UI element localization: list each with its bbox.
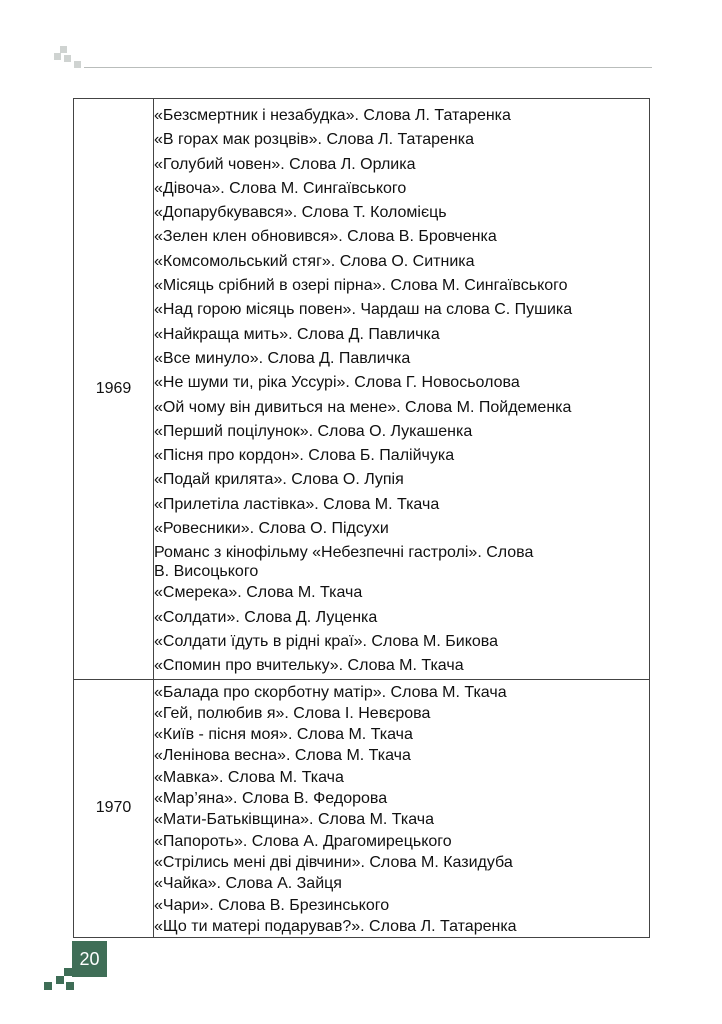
song-entry: «Що ти матері подарував?». Слова Л. Татаренка [154,917,517,935]
song-entry: «Папороть». Слова А. Драгомирецького [154,832,452,850]
song-entry: «Не шуми ти, ріка Уссурі». Слова Г. Новосьолова [154,374,520,392]
song-entry: «Прилетіла ластівка». Слова М. Ткача [154,495,440,513]
song-entry: «Місяць срібний в озері пірна». Слова М. Сингаївського [154,277,568,295]
song-entry: «Голубий човен». Слова Л. Орлика [154,155,416,173]
song-entry: «Мати-Батьківщина». Слова М. Ткача [154,811,434,829]
song-entry: «Зелен клен обновився». Слова В. Бровченка [154,228,497,246]
song-entry: «Перший поцілунок». Слова О. Лукашенка [154,422,473,440]
song-entry: «Київ - пісня моя». Слова М. Ткача [154,726,413,744]
table-row [74,679,650,938]
song-entry: «Ленінова весна». Слова М. Ткача [154,747,411,765]
song-entry: «Над горою місяць повен». Чардаш на слова С. Пушика [154,301,573,319]
song-entry: «Мар’яна». Слова В. Федорова [154,790,388,808]
song-entry: «Все минуло». Слова Д. Павличка [154,349,411,367]
page-number: 20 [72,941,107,977]
song-entry: «Ровесники». Слова О. Підсухи [154,520,389,538]
song-entry: «Спомин про вчительку». Слова М. Ткача [154,657,464,675]
song-entry: «В горах мак розцвів». Слова Л. Татаренка [154,131,474,149]
song-entry: «Мавка». Слова М. Ткача [154,768,344,786]
song-entry: «Безсмертник і незабудка». Слова Л. Татаренка [154,107,511,124]
song-entry: Романс з кінофільму «Небезпечні гастролі». Слова В. Висоцького [154,544,534,580]
table-row [74,99,650,680]
song-entry: «Солдати їдуть в рідні краї». Слова М. Бикова [154,632,499,650]
year-cell: 1970 [74,679,154,938]
header-rule [84,67,652,68]
song-entry: «Солдати». Слова Д. Луценка [154,608,378,626]
song-entry: «Стрілись мені дві дівчини». Слова М. Казидуба [154,853,513,871]
song-entry: «Гей, полюбив я». Слова І. Невєрова [154,704,431,722]
song-entry: «Балада про скорботну матір». Слова М. Ткача [154,683,507,701]
titles-cell [154,679,650,938]
song-entry: «Найкраща мить». Слова Д. Павличка [154,325,440,343]
songs-table [73,98,650,938]
song-entry: «Чари». Слова В. Брезинського [154,896,390,914]
year-cell: 1969 [74,99,154,680]
song-entry: «Допарубкувався». Слова Т. Коломієць [154,204,447,222]
song-entry: «Дівоча». Слова М. Сингаївського [154,179,407,197]
song-entry: «Чайка». Слова А. Зайця [154,875,342,893]
song-entry: «Подай крилята». Слова О. Лупія [154,471,404,489]
header-decoration [54,46,84,68]
song-entry: «Смерека». Слова М. Ткача [154,584,363,602]
titles-cell [154,99,650,680]
song-entry: «Комсомольський стяг». Слова О. Ситника [154,252,475,270]
song-entry: «Ой чому він дивиться на мене». Слова М. Пойдеменка [154,398,572,416]
song-entry: «Пісня про кордон». Слова Б. Палійчука [154,447,455,465]
